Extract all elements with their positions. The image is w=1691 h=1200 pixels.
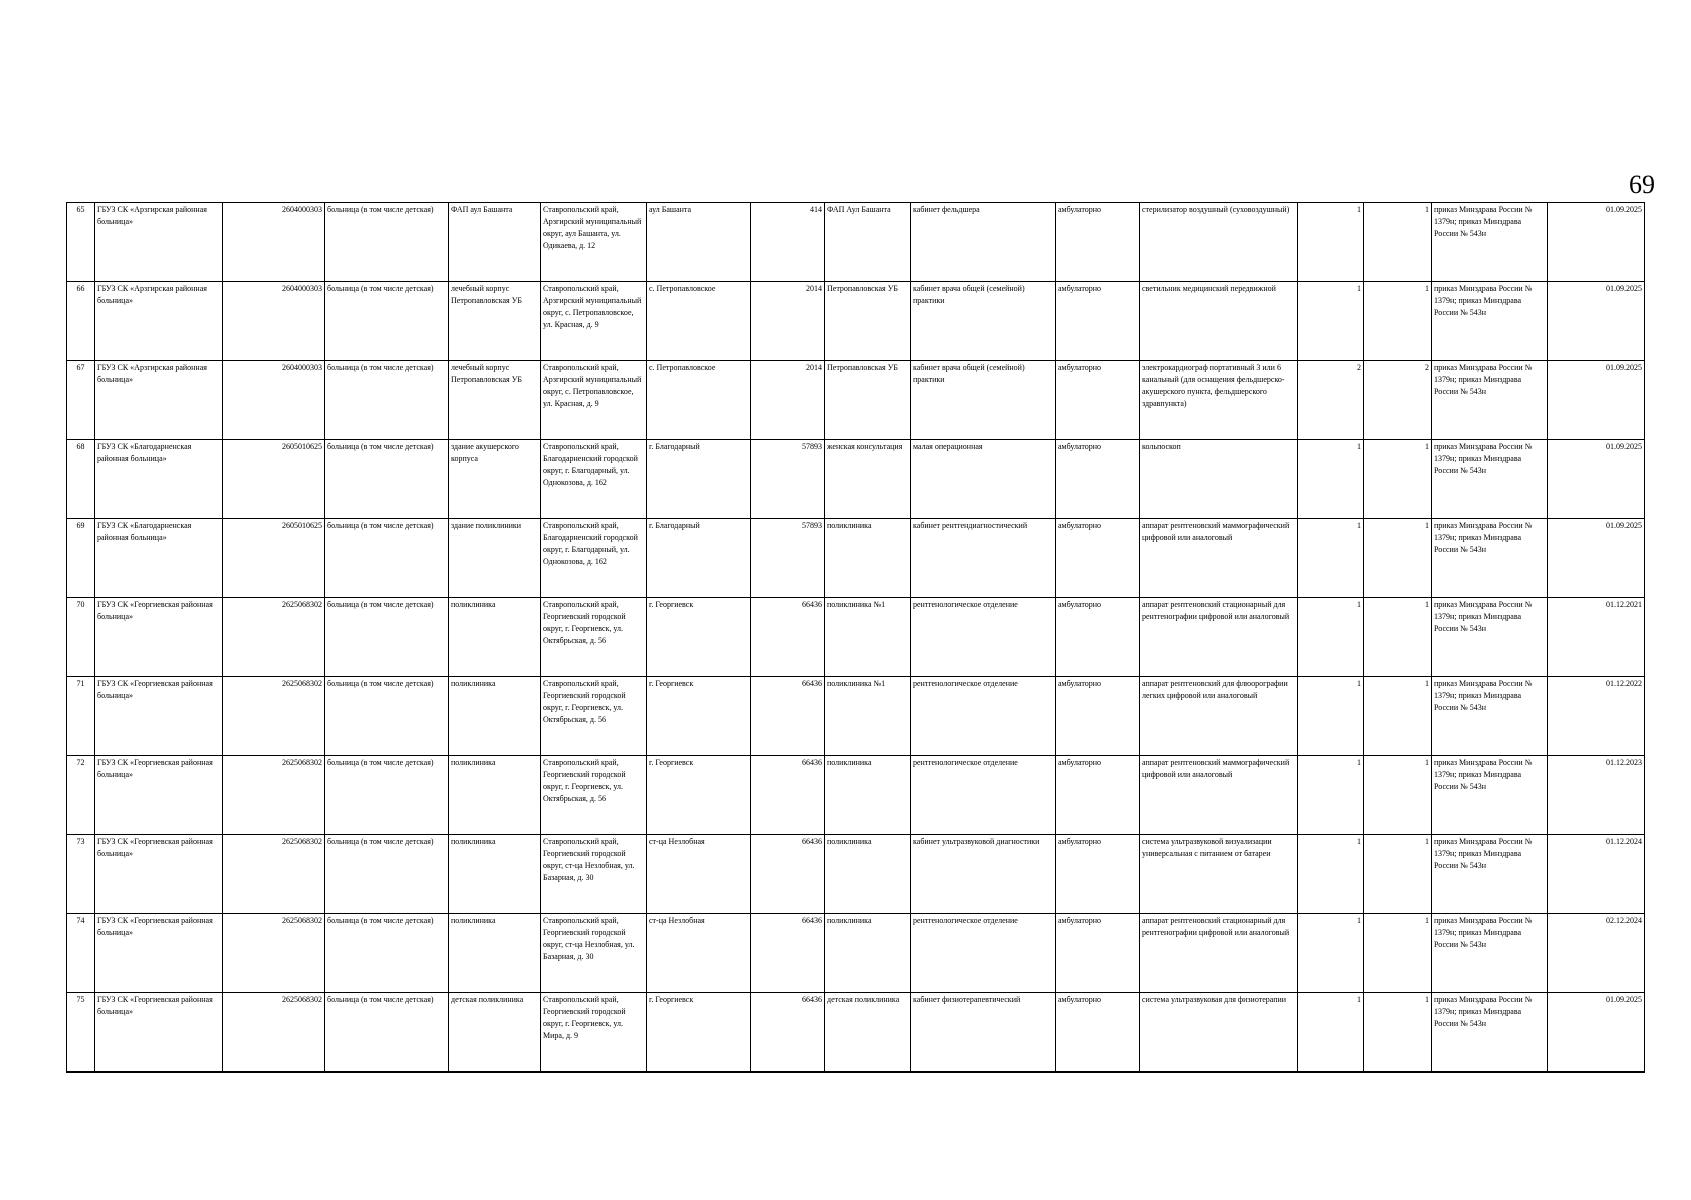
care-type: амбулаторно (1056, 598, 1140, 677)
organization-code: 2604000303 (223, 203, 325, 282)
organization-name: ГБУЗ СК «Георгиевская районная больница» (95, 993, 223, 1073)
row-number: 65 (67, 203, 95, 282)
facility-building: ФАП аул Башанта (449, 203, 541, 282)
organization-name: ГБУЗ СК «Георгиевская районная больница» (95, 677, 223, 756)
settlement: г. Благодарный (647, 440, 751, 519)
delivery-date: 01.12.2024 (1548, 835, 1645, 914)
care-type: амбулаторно (1056, 914, 1140, 993)
delivery-date: 01.09.2025 (1548, 440, 1645, 519)
regulatory-basis: приказ Минздрава России № 1379н; приказ Минздрава России № 543н (1432, 361, 1548, 440)
quantity-planned: 1 (1364, 598, 1432, 677)
organization-type: больница (в том числе детская) (325, 440, 449, 519)
row-number: 73 (67, 835, 95, 914)
organization-type: больница (в том числе детская) (325, 677, 449, 756)
care-type: амбулаторно (1056, 756, 1140, 835)
table-row (67, 361, 1645, 440)
room-name: кабинет ультразвуковой диагностики (911, 835, 1056, 914)
unit-name: ФАП Аул Башанта (825, 203, 911, 282)
table-row (67, 677, 1645, 756)
row-number: 68 (67, 440, 95, 519)
delivery-date: 02.12.2024 (1548, 914, 1645, 993)
unit-name: поликлиника №1 (825, 677, 911, 756)
room-name: рентгенологическое отделение (911, 914, 1056, 993)
room-name: кабинет фельдшера (911, 203, 1056, 282)
quantity-planned: 1 (1364, 677, 1432, 756)
organization-name: ГБУЗ СК «Арзгирская районная больница» (95, 282, 223, 361)
row-number: 75 (67, 993, 95, 1073)
unit-name: поликлиника (825, 835, 911, 914)
quantity-required: 1 (1298, 519, 1364, 598)
organization-name: ГБУЗ СК «Георгиевская районная больница» (95, 598, 223, 677)
unit-name: женская консультация (825, 440, 911, 519)
table-row (67, 914, 1645, 993)
quantity-planned: 1 (1364, 993, 1432, 1073)
table-row (67, 835, 1645, 914)
regulatory-basis: приказ Минздрава России № 1379н; приказ Минздрава России № 543н (1432, 519, 1548, 598)
organization-type: больница (в том числе детская) (325, 203, 449, 282)
quantity-required: 1 (1298, 835, 1364, 914)
population: 2014 (751, 361, 825, 440)
quantity-planned: 2 (1364, 361, 1432, 440)
organization-code: 2625068302 (223, 914, 325, 993)
facility-address: Ставропольский край, Георгиевский городской округ, г. Георгиевск, ул. Октябрьская, д. 56 (541, 598, 647, 677)
row-number: 70 (67, 598, 95, 677)
organization-code: 2605010625 (223, 440, 325, 519)
organization-type: больница (в том числе детская) (325, 282, 449, 361)
organization-type: больница (в том числе детская) (325, 519, 449, 598)
organization-type: больница (в том числе детская) (325, 914, 449, 993)
quantity-required: 1 (1298, 914, 1364, 993)
organization-type: больница (в том числе детская) (325, 756, 449, 835)
settlement: с. Петропавловское (647, 282, 751, 361)
row-number: 66 (67, 282, 95, 361)
equipment-name: аппарат рентгеновский стационарный для рентгенографии цифровой или аналоговый (1140, 598, 1298, 677)
table-row (67, 519, 1645, 598)
organization-code: 2625068302 (223, 598, 325, 677)
room-name: рентгенологическое отделение (911, 677, 1056, 756)
care-type: амбулаторно (1056, 677, 1140, 756)
row-number: 74 (67, 914, 95, 993)
room-name: кабинет врача общей (семейной) практики (911, 282, 1056, 361)
quantity-required: 1 (1298, 203, 1364, 282)
population: 57893 (751, 519, 825, 598)
organization-code: 2625068302 (223, 677, 325, 756)
facility-address: Ставропольский край, Благодарненский городской округ, г. Благодарный, ул. Однокозова, д. 162 (541, 519, 647, 598)
settlement: ст-ца Незлобная (647, 914, 751, 993)
facility-address: Ставропольский край, Благодарненский городской округ, г. Благодарный, ул. Однокозова, д. 162 (541, 440, 647, 519)
delivery-date: 01.12.2023 (1548, 756, 1645, 835)
facility-building: поликлиника (449, 835, 541, 914)
delivery-date: 01.09.2025 (1548, 519, 1645, 598)
organization-code: 2604000303 (223, 282, 325, 361)
row-number: 69 (67, 519, 95, 598)
quantity-required: 1 (1298, 598, 1364, 677)
settlement: г. Георгиевск (647, 756, 751, 835)
quantity-planned: 1 (1364, 756, 1432, 835)
organization-type: больница (в том числе детская) (325, 598, 449, 677)
unit-name: поликлиника (825, 519, 911, 598)
population: 57893 (751, 440, 825, 519)
quantity-planned: 1 (1364, 835, 1432, 914)
regulatory-basis: приказ Минздрава России № 1379н; приказ Минздрава России № 543н (1432, 914, 1548, 993)
settlement: г. Георгиевск (647, 677, 751, 756)
row-number: 71 (67, 677, 95, 756)
population: 66436 (751, 835, 825, 914)
equipment-name: кольпоскоп (1140, 440, 1298, 519)
organization-name: ГБУЗ СК «Георгиевская районная больница» (95, 835, 223, 914)
settlement: аул Башанта (647, 203, 751, 282)
quantity-planned: 1 (1364, 519, 1432, 598)
quantity-required: 1 (1298, 993, 1364, 1073)
care-type: амбулаторно (1056, 993, 1140, 1073)
unit-name: Петропавловская УБ (825, 282, 911, 361)
quantity-planned: 1 (1364, 914, 1432, 993)
organization-name: ГБУЗ СК «Благодарненская районная больница» (95, 519, 223, 598)
population: 66436 (751, 677, 825, 756)
regulatory-basis: приказ Минздрава России № 1379н; приказ Минздрава России № 543н (1432, 598, 1548, 677)
quantity-required: 1 (1298, 677, 1364, 756)
settlement: ст-ца Незлобная (647, 835, 751, 914)
facility-building: лечебный корпус Петропавловская УБ (449, 282, 541, 361)
regulatory-basis: приказ Минздрава России № 1379н; приказ Минздрава России № 543н (1432, 677, 1548, 756)
equipment-name: система ультразвуковая для физиотерапии (1140, 993, 1298, 1073)
room-name: кабинет физиотерапевтический (911, 993, 1056, 1073)
organization-code: 2605010625 (223, 519, 325, 598)
delivery-date: 01.12.2022 (1548, 677, 1645, 756)
settlement: г. Георгиевск (647, 598, 751, 677)
organization-name: ГБУЗ СК «Арзгирская районная больница» (95, 361, 223, 440)
regulatory-basis: приказ Минздрава России № 1379н; приказ Минздрава России № 543н (1432, 203, 1548, 282)
quantity-planned: 1 (1364, 282, 1432, 361)
table-row (67, 282, 1645, 361)
equipment-name: электрокардиограф портативный 3 или 6 канальный (для оснащения фельдшерско-акушерского пункта, фельдшерского здравпункта) (1140, 361, 1298, 440)
unit-name: поликлиника (825, 914, 911, 993)
facility-building: поликлиника (449, 677, 541, 756)
unit-name: Петропавловская УБ (825, 361, 911, 440)
table-row (67, 440, 1645, 519)
unit-name: детская поликлиника (825, 993, 911, 1073)
population: 66436 (751, 914, 825, 993)
care-type: амбулаторно (1056, 361, 1140, 440)
quantity-required: 1 (1298, 756, 1364, 835)
settlement: г. Георгиевск (647, 993, 751, 1073)
population: 2014 (751, 282, 825, 361)
delivery-date: 01.09.2025 (1548, 993, 1645, 1073)
organization-name: ГБУЗ СК «Арзгирская районная больница» (95, 203, 223, 282)
delivery-date: 01.12.2021 (1548, 598, 1645, 677)
page-number: 69 (1629, 170, 1655, 199)
room-name: кабинет врача общей (семейной) практики (911, 361, 1056, 440)
organization-type: больница (в том числе детская) (325, 361, 449, 440)
care-type: амбулаторно (1056, 519, 1140, 598)
population: 414 (751, 203, 825, 282)
population: 66436 (751, 756, 825, 835)
equipment-name: система ультразвуковой визуализации универсальная с питанием от батареи (1140, 835, 1298, 914)
quantity-required: 2 (1298, 361, 1364, 440)
regulatory-basis: приказ Минздрава России № 1379н; приказ Минздрава России № 543н (1432, 835, 1548, 914)
facility-address: Ставропольский край, Арзгирский муниципальный округ, с. Петропавловское, ул. Красная, д. 9 (541, 361, 647, 440)
row-number: 72 (67, 756, 95, 835)
room-name: рентгенологическое отделение (911, 598, 1056, 677)
organization-type: больница (в том числе детская) (325, 993, 449, 1073)
table-row (67, 993, 1645, 1073)
room-name: кабинет рентгендиагностический (911, 519, 1056, 598)
facility-address: Ставропольский край, Георгиевский городской округ, ст-ца Незлобная, ул. Базарная, д. 30 (541, 914, 647, 993)
equipment-name: стерилизатор воздушный (суховоздушный) (1140, 203, 1298, 282)
equipment-name: аппарат рентгеновский маммографический цифровой или аналоговый (1140, 756, 1298, 835)
settlement: с. Петропавловское (647, 361, 751, 440)
room-name: рентгенологическое отделение (911, 756, 1056, 835)
unit-name: поликлиника (825, 756, 911, 835)
organization-name: ГБУЗ СК «Благодарненская районная больница» (95, 440, 223, 519)
facility-address: Ставропольский край, Георгиевский городской округ, г. Георгиевск, ул. Мира, д. 9 (541, 993, 647, 1073)
delivery-date: 01.09.2025 (1548, 361, 1645, 440)
organization-name: ГБУЗ СК «Георгиевская районная больница» (95, 914, 223, 993)
facility-building: поликлиника (449, 756, 541, 835)
quantity-planned: 1 (1364, 203, 1432, 282)
organization-type: больница (в том числе детская) (325, 835, 449, 914)
room-name: малая операционная (911, 440, 1056, 519)
delivery-date: 01.09.2025 (1548, 203, 1645, 282)
organization-code: 2625068302 (223, 756, 325, 835)
table-row (67, 598, 1645, 677)
equipment-name: аппарат рентгеновский стационарный для рентгенографии цифровой или аналоговый (1140, 914, 1298, 993)
organization-code: 2625068302 (223, 993, 325, 1073)
care-type: амбулаторно (1056, 203, 1140, 282)
delivery-date: 01.09.2025 (1548, 282, 1645, 361)
facility-address: Ставропольский край, Арзгирский муниципальный округ, аул Башанта, ул. Одикаева, д. 12 (541, 203, 647, 282)
care-type: амбулаторно (1056, 835, 1140, 914)
equipment-name: светильник медицинский передвижной (1140, 282, 1298, 361)
facility-building: лечебный корпус Петропавловская УБ (449, 361, 541, 440)
facility-address: Ставропольский край, Георгиевский городской округ, г. Георгиевск, ул. Октябрьская, д. 56 (541, 756, 647, 835)
facility-building: детская поликлиника (449, 993, 541, 1073)
facility-building: здание поликлиники (449, 519, 541, 598)
equipment-name: аппарат рентгеновский маммографический цифровой или аналоговый (1140, 519, 1298, 598)
organization-code: 2625068302 (223, 835, 325, 914)
regulatory-basis: приказ Минздрава России № 1379н; приказ Минздрава России № 543н (1432, 440, 1548, 519)
organization-name: ГБУЗ СК «Георгиевская районная больница» (95, 756, 223, 835)
quantity-required: 1 (1298, 282, 1364, 361)
row-number: 67 (67, 361, 95, 440)
regulatory-basis: приказ Минздрава России № 1379н; приказ Минздрава России № 543н (1432, 282, 1548, 361)
facility-building: здание акушерского корпуса (449, 440, 541, 519)
organization-code: 2604000303 (223, 361, 325, 440)
unit-name: поликлиника №1 (825, 598, 911, 677)
table-row (67, 756, 1645, 835)
table-row (67, 203, 1645, 282)
quantity-required: 1 (1298, 440, 1364, 519)
facility-building: поликлиника (449, 914, 541, 993)
care-type: амбулаторно (1056, 440, 1140, 519)
settlement: г. Благодарный (647, 519, 751, 598)
equipment-name: аппарат рентгеновский для флюорографии легких цифровой или аналоговый (1140, 677, 1298, 756)
facility-address: Ставропольский край, Георгиевский городской округ, г. Георгиевск, ул. Октябрьская, д. 56 (541, 677, 647, 756)
equipment-registry-table (66, 202, 1645, 1073)
facility-address: Ставропольский край, Арзгирский муниципальный округ, с. Петропавловское, ул. Красная, д. 9 (541, 282, 647, 361)
population: 66436 (751, 598, 825, 677)
regulatory-basis: приказ Минздрава России № 1379н; приказ Минздрава России № 543н (1432, 756, 1548, 835)
quantity-planned: 1 (1364, 440, 1432, 519)
population: 66436 (751, 993, 825, 1073)
care-type: амбулаторно (1056, 282, 1140, 361)
regulatory-basis: приказ Минздрава России № 1379н; приказ Минздрава России № 543н (1432, 993, 1548, 1073)
facility-address: Ставропольский край, Георгиевский городской округ, ст-ца Незлобная, ул. Базарная, д. 30 (541, 835, 647, 914)
facility-building: поликлиника (449, 598, 541, 677)
